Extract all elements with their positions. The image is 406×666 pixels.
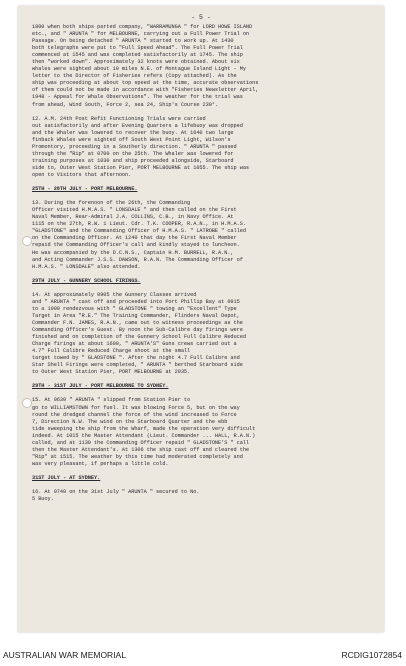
text-line: "GLADSTONE" and the Commanding Officer of H.M.A.S. " LATROBE " called — [32, 228, 246, 235]
text-line: then the Master Attendant's. At 1306 the ship cast off and cleared the — [32, 446, 250, 453]
text-line: Commander F.N. JAMES, R.A.N., came out to witness proceedings as the — [32, 319, 243, 326]
punch-hole — [22, 236, 32, 246]
archive-reference: RCDIG1072854 — [341, 650, 402, 660]
text-line: 1800 when both ships parted company, "WARRAMUNGA " for LORD HOWE ISLAND — [32, 24, 253, 30]
blank-line — [32, 468, 372, 475]
text-line: both telegraphs were put to "Full Speed Ahead". The Full Power Trial — [32, 45, 243, 52]
text-line: side to, Outer West Station Pier, PORT MELBOURNE at 1055. The ship was — [32, 164, 250, 171]
section-heading: 29TH JULY - GUNNERY SCHOOL FIRINGS. — [32, 277, 141, 284]
text-line: open to Visitors that afternoon. — [32, 171, 132, 178]
text-line: 13. During the forenoon of the 26th, the Commanding — [32, 200, 191, 207]
text-line: Passage. On being detached " ARUNTA " started to work up. At 1430 — [32, 38, 234, 45]
text-line: finback Whales were sighted off South West Point Light, Wilson's — [32, 136, 231, 143]
text-line: letter to the Director of Fisheries refers (Copy attached). As the — [32, 73, 237, 80]
text-line: Commanding Officer's Guest. By noon the Sub-Calibre day firings were — [32, 327, 243, 334]
page-number: - 5 - — [191, 14, 211, 21]
blank-line — [32, 285, 372, 292]
blank-line — [32, 376, 372, 383]
text-line: and " ARUNTA " cast off and proceeded into Port Phillip Bay at 0915 — [32, 298, 240, 305]
section-heading: 25TH - 28TH JULY - PORT MELBOURNE. — [32, 186, 138, 193]
text-line: 7, Direction N.W. The wind on the Starboard Quarter and the ebb — [32, 418, 228, 425]
text-line: Charge firings at about 1600, " ARUNTA'S" Guns crews carried out a — [32, 341, 237, 348]
text-line: 12. A.M. 24th Post Refit Functioning Trials were carried — [32, 115, 206, 122]
text-line: and Acting Commander J.S.S. DAWSON, R.A.N. The Commanding Officer of — [32, 256, 243, 263]
text-line: to a 1000 rendezvous with " GLADSTONE " towing an "Excellent" Type — [32, 305, 237, 312]
text-line: 5 Buoy. — [32, 496, 54, 503]
text-line: whales were sighted about 10 miles N.E. of Montague Island Light - My — [32, 66, 246, 73]
text-line: H.M.A.S. " LONSDALE" also attended. — [32, 263, 141, 270]
text-line: He was accompanied by the D.C.N.S., Captain H.M. BURRELL, R.A.N., — [32, 249, 234, 256]
text-line: indeed. At 1015 the Master Attendant (Lieut. Commander ... HALL, R.A.N.) — [32, 432, 256, 439]
text-line: on the Commanding Officer. At 1240 that day the First Naval Member — [32, 235, 237, 242]
text-line: round the dredged channel the force of the wind increased to Force — [32, 411, 237, 418]
text-line: called, and at 1130 the Commanding Officer repaid " GLADSTONE'S " call — [32, 439, 250, 446]
blank-line — [32, 193, 372, 200]
text-line: go to WILLIAMSTOWN for fuel. It was blowing Force 5, but on the way — [32, 404, 240, 411]
text-line: commenced at 1545 and was completed satisfactorily at 1745. The ship — [32, 52, 243, 59]
text-line: 1948 - Appeal for Whale Observations". The weather for the trial was — [32, 94, 243, 101]
text-line: 16. At 0740 on the 31st July " ARUNTA " secured to No. — [32, 489, 200, 496]
blank-line — [32, 390, 372, 397]
archive-name: AUSTRALIAN WAR MEMORIAL — [3, 650, 126, 660]
text-line: target towed by " GLADSTONE ". After the night 4.7 Full Calibre and — [32, 355, 240, 362]
text-line: Naval Member, Rear-Admiral J.A. COLLINS, C.B., in Navy Office. At — [32, 214, 234, 221]
text-line: finished and on completion of the Gunnery School Full Calibre Reduced — [32, 334, 246, 341]
text-line: 14. At approximately 0905 the Gunnery Classes arrived — [32, 291, 197, 298]
blank-line — [32, 271, 372, 278]
text-line: out satisfactorily and after Evening Quarters a lifebuoy was dropped — [32, 122, 243, 129]
punch-hole — [22, 398, 32, 408]
text-line: Star Shell Firings were completed, " ARUNTA " berthed Starboard side — [32, 362, 243, 369]
text-line: "Rip" at 1515. The weather by this time had moderated completely and — [32, 453, 243, 460]
document-body — [32, 24, 372, 503]
text-line: 15. At 0630 " ARUNTA " slipped from Station Pier to — [32, 397, 191, 404]
text-line: through the "Rip" at 0700 on the 25th. The Whaler was lowered for — [32, 150, 234, 157]
document-page — [18, 6, 384, 632]
footer-bar — [0, 636, 406, 666]
text-line: ship was proceeding at about top speed at the time, accurate observations — [32, 80, 259, 87]
text-line: Promontory, proceeding in a Southerly direction. " ARUNTA " passed — [32, 143, 237, 150]
text-line: tide sweeping the ship from the Wharf, made the operation very difficult — [32, 425, 256, 432]
text-line: and the Whaler was lowered to recover the buoy. At 1640 two large — [32, 129, 234, 136]
text-line: Officer visited H.M.A.S. " LONSDALE " and then called on the First — [32, 207, 237, 214]
text-line: from ahead, Wind South, Force 2, sea 24, Ship's Course 230°. — [32, 101, 219, 108]
text-line: then "worked down". Approximately 32 knots were obtained. About six — [32, 59, 240, 66]
text-line: was very pleasant, if perhaps a little cold. — [32, 460, 169, 467]
blank-line — [32, 109, 372, 116]
section-heading: 29TH - 31ST JULY - PORT MELBOURNE TO SYDNEY. — [32, 383, 169, 390]
text-line: 4.7" Full Calibre Reduced Charge shoot at the small — [32, 348, 191, 355]
blank-line — [32, 482, 372, 489]
section-heading: 31ST JULY - AT SYDNEY. — [32, 475, 101, 481]
blank-line — [32, 179, 372, 186]
text-line: of them could not be made in accordance with "Fisheries Newsletter April, — [32, 87, 259, 94]
text-line: repaid the Commanding Officer's call and kindly stayed to luncheon. — [32, 242, 240, 249]
text-line: etc., and " ARUNTA " for MELBOURNE, carrying out a Full Power Trial on — [32, 31, 250, 38]
text-line: to Outer West Station Pier, PORT MELBOURNE at 2035. — [32, 369, 191, 376]
text-line: 1115 on the 27th, R.W. 1 Lieut. Cdr. T.K. COOPER, R.A.N., in H.M.A.S. — [32, 221, 246, 228]
text-line: training purposes at 1030 and ship proceeded alongside, Starboard — [32, 157, 234, 164]
text-line: Target in Area "R.E." The Training Commander, Flinders Naval Depot, — [32, 312, 240, 319]
